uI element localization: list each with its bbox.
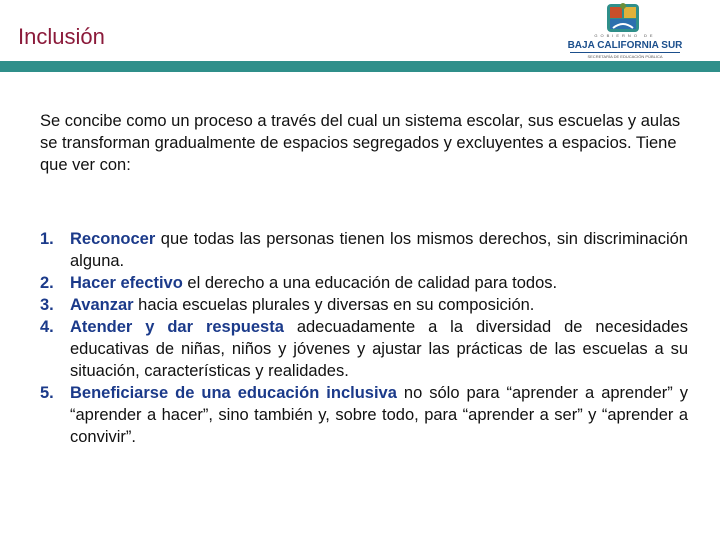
list-item [40, 228, 688, 272]
baja-california-sur-logo [566, 2, 684, 58]
item-keyword: Atender y dar respuesta [70, 318, 284, 336]
item-number: 2. [40, 274, 54, 292]
list-item [40, 316, 688, 382]
header-band [0, 61, 720, 72]
logo-small-text: GOBIERNO DE [594, 33, 656, 38]
list-item [40, 382, 688, 448]
item-number: 4. [40, 318, 54, 336]
page-title: Inclusión [18, 24, 105, 49]
item-keyword: Reconocer [70, 230, 156, 248]
item-keyword: Avanzar [70, 296, 134, 314]
item-text: no sólo para “aprender a aprender” y “aprender a hacer”, sino también y, sobre todo, para “aprender a ser” y “aprender a convivir”. [70, 384, 688, 446]
state-crest-icon [601, 2, 645, 34]
item-keyword: Beneficiarse de una educación inclusiva [70, 384, 397, 402]
logo-name: BAJA CALIFORNIA SUR [567, 40, 683, 51]
list-item [40, 294, 688, 316]
logo-subtitle: SECRETARÍA DE EDUCACIÓN PÚBLICA [587, 54, 663, 59]
item-text: hacia escuelas plurales y diversas en su composición. [133, 296, 535, 314]
list-item [40, 272, 688, 294]
intro-paragraph: Se concibe como un proceso a través del cual un sistema escolar, sus escuelas y aulas se transforman gradualmente de espacios segregados y excluyentes a espacios. Tiene que ver con: [40, 112, 681, 174]
item-keyword: Hacer efectivo [70, 274, 183, 292]
item-number: 5. [40, 384, 54, 402]
item-number: 1. [40, 230, 54, 248]
item-text: adecuadamente a la diversidad de necesidades educativas de niñas, niños y jóvenes y ajustar las prácticas de las escuelas a su situación, características y realidades. [70, 318, 688, 380]
item-text: el derecho a una educación de calidad para todos. [182, 274, 558, 292]
item-number: 3. [40, 296, 54, 314]
logo-divider [570, 52, 680, 53]
item-text: que todas las personas tienen los mismos derechos, sin discriminación alguna. [70, 230, 688, 270]
inclusion-list [40, 228, 688, 448]
